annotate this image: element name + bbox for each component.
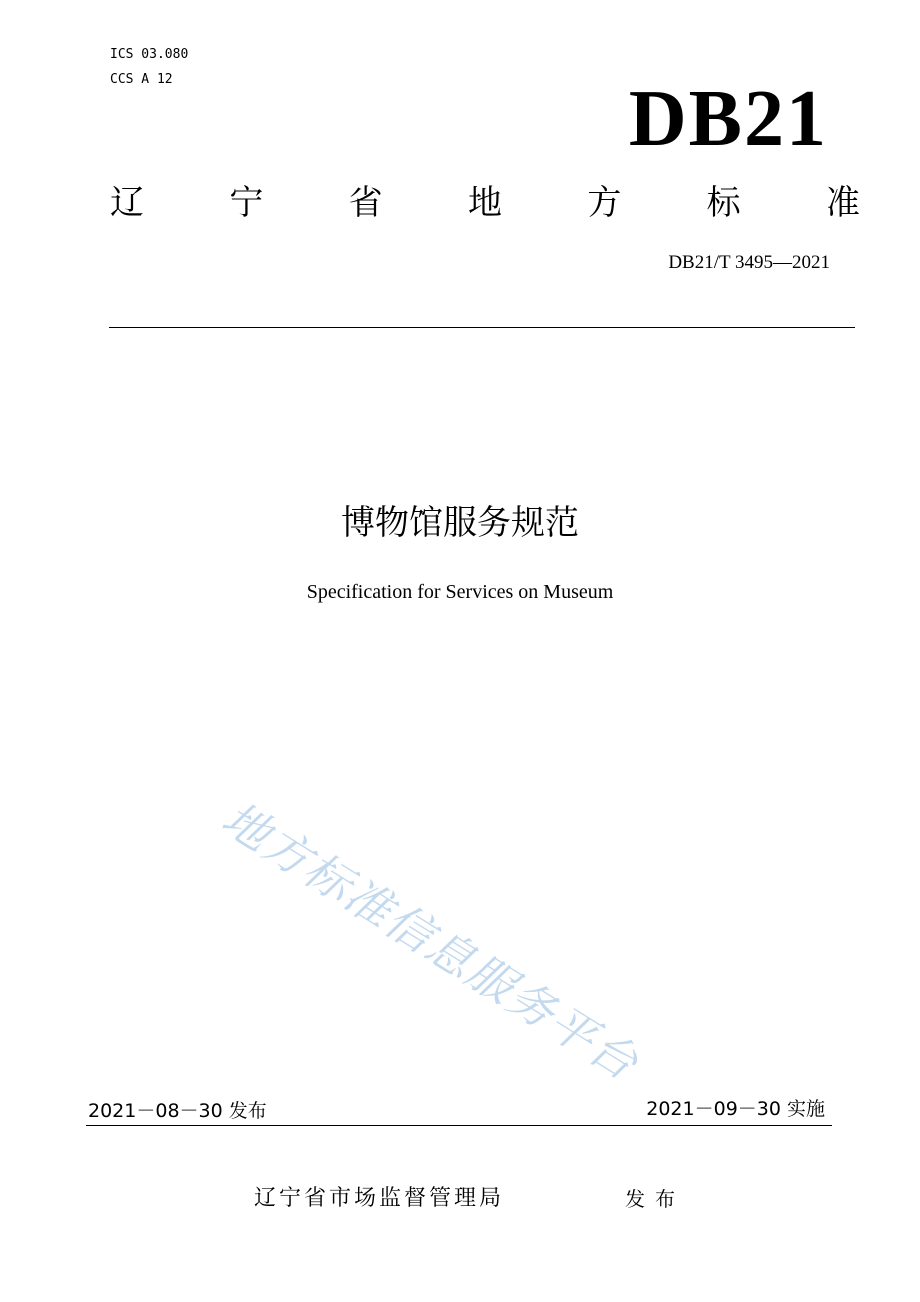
issue-date: 2021－08－30 发布 — [88, 1100, 267, 1122]
db-mark: DB21 — [628, 75, 828, 163]
standard-type-char: 标 — [706, 183, 741, 223]
standard-type-char: 省 — [348, 183, 383, 223]
standard-number: DB21/T 3495—2021 — [668, 252, 830, 273]
standard-type-char: 准 — [825, 183, 860, 223]
effective-date: 2021－09－30 实施 — [646, 1098, 825, 1120]
ics-code: ICS 03.080 — [110, 47, 189, 62]
watermark: 地方标准信息服务平台 — [212, 790, 649, 1092]
ccs-code: CCS A 12 — [110, 72, 173, 87]
bottom-divider — [86, 1125, 832, 1126]
standard-type-char: 地 — [467, 183, 502, 223]
standard-type-heading — [110, 178, 860, 228]
standard-type-char: 方 — [587, 183, 622, 223]
document-title-english: Specification for Services on Museum — [306, 581, 614, 603]
top-divider — [109, 327, 855, 328]
issuing-authority: 辽宁省市场监督管理局 — [254, 1186, 505, 1211]
standard-type-char: 辽 — [110, 183, 144, 223]
issued-label: 发布 — [625, 1187, 685, 1211]
standard-type-char: 宁 — [229, 183, 264, 223]
document-title-chinese: 博物馆服务规范 — [341, 503, 579, 543]
